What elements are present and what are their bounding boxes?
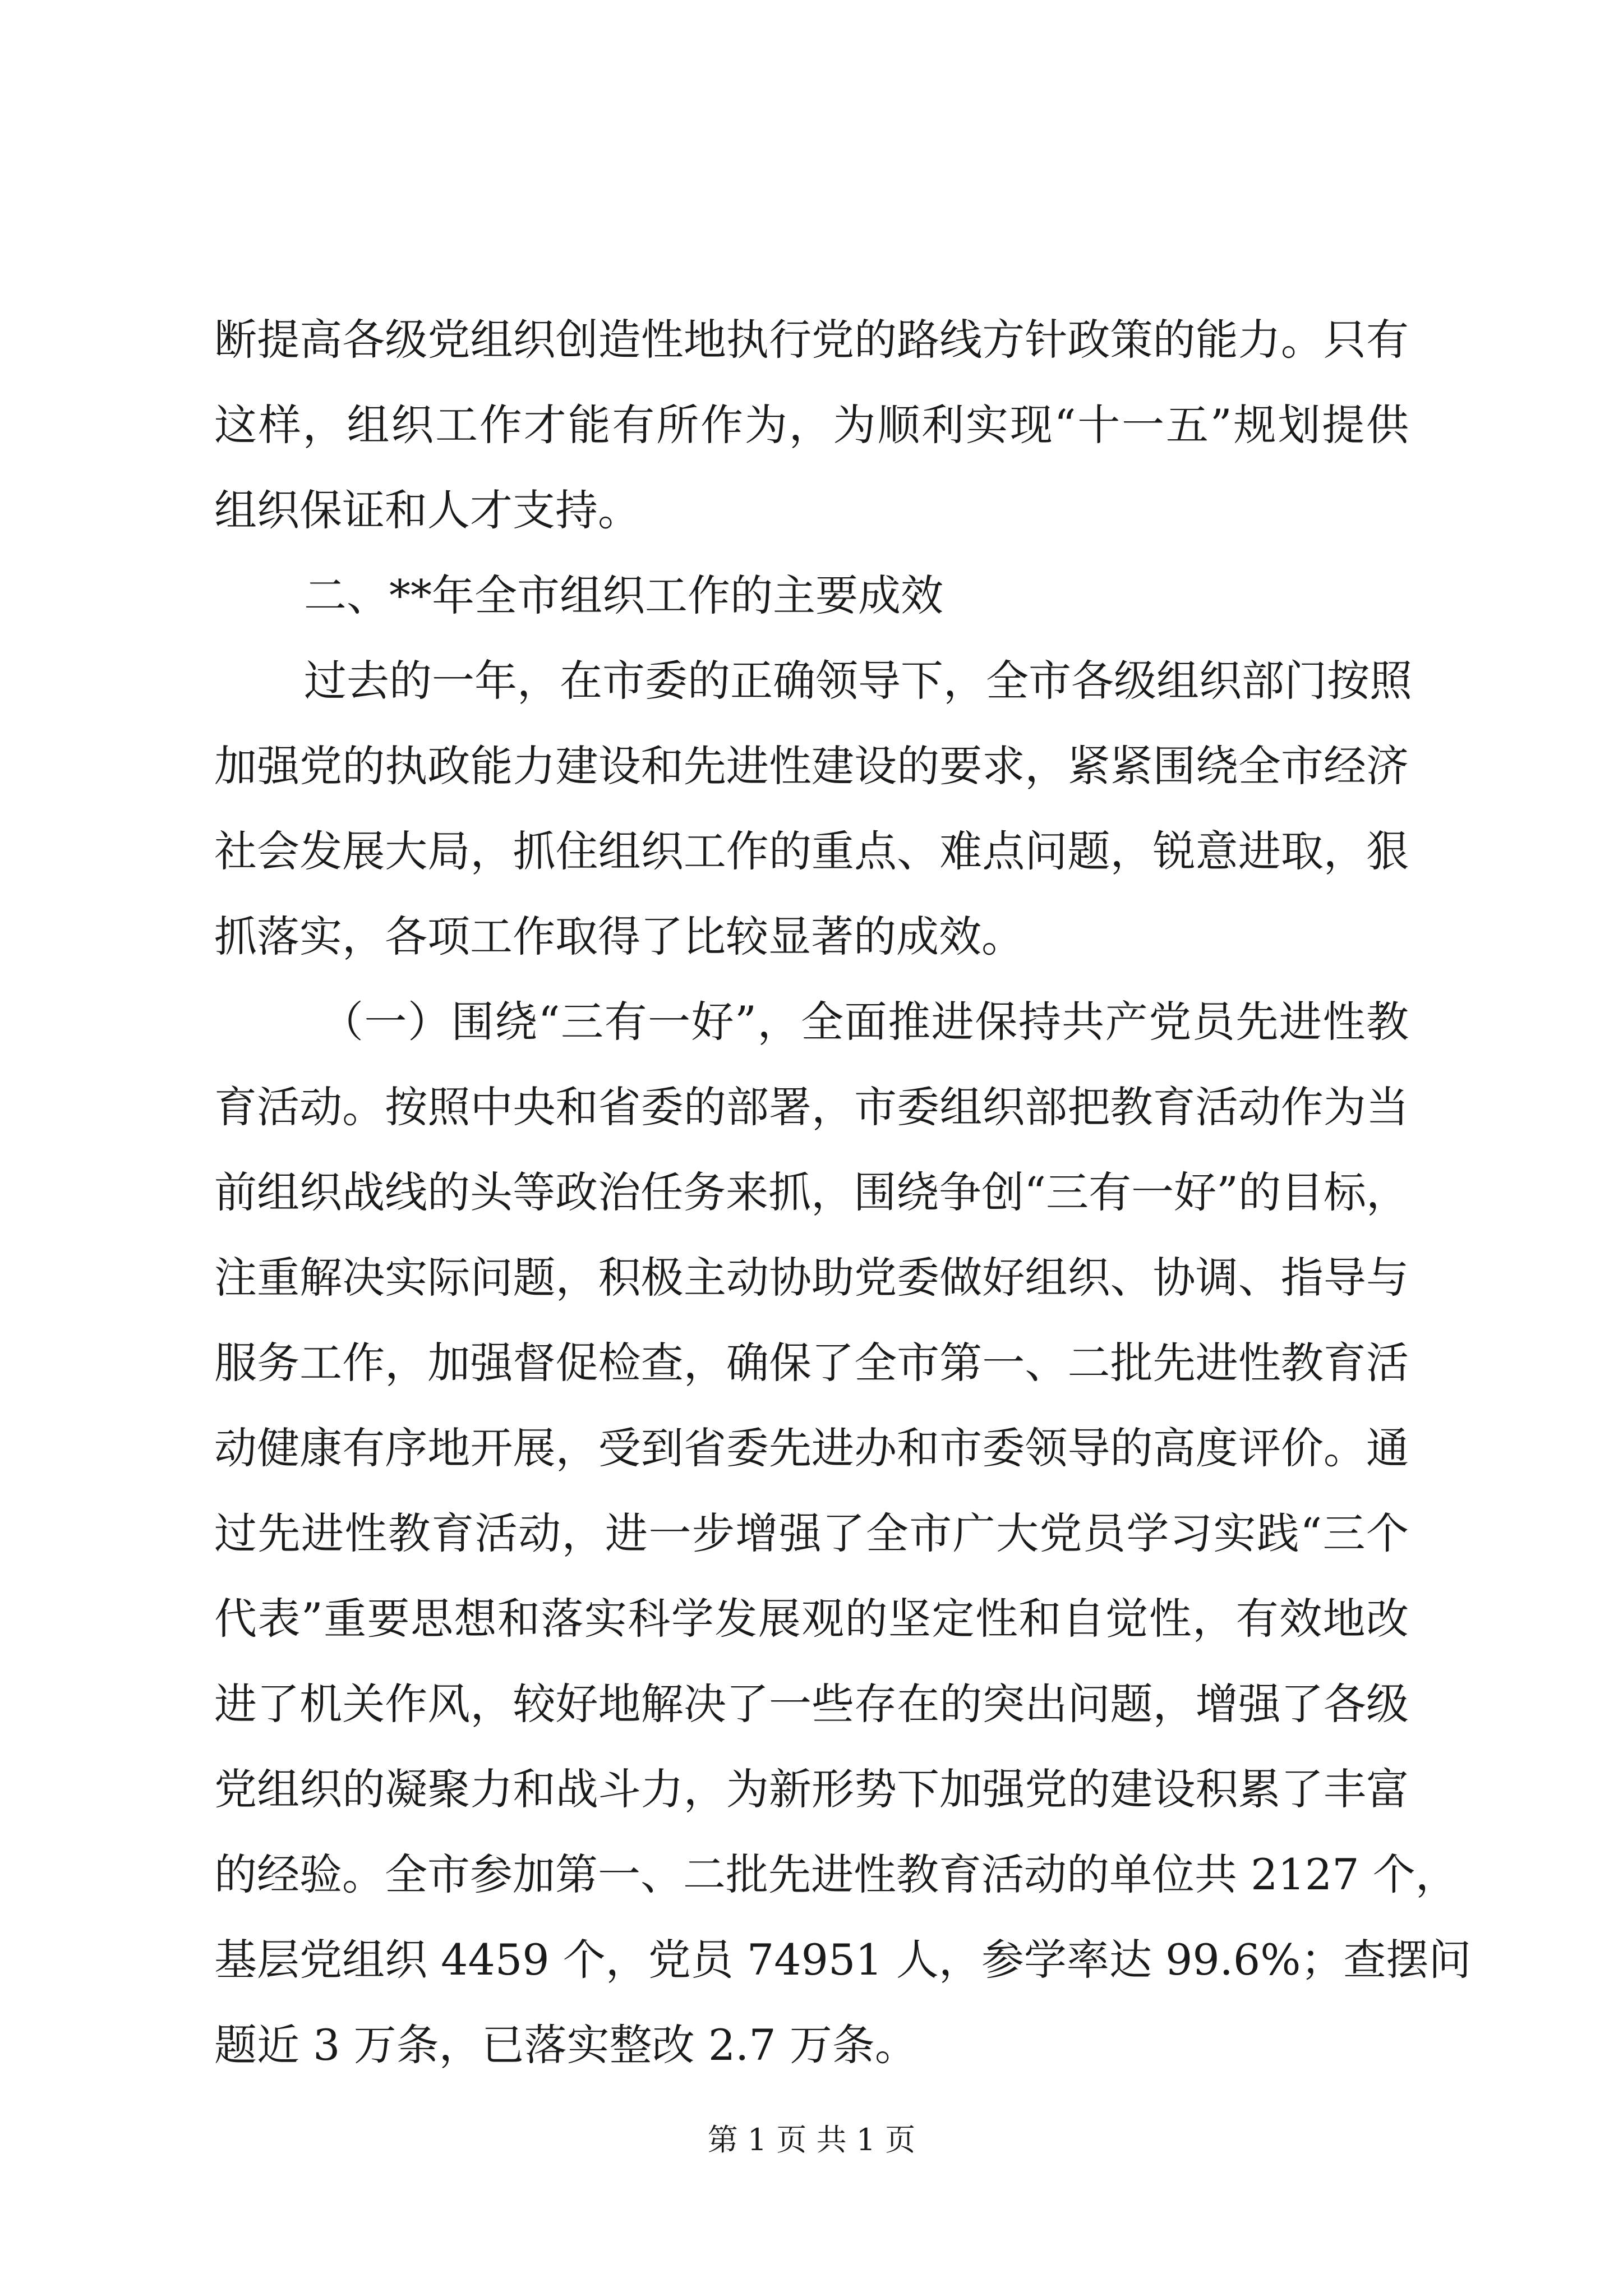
text-line: 进了机关作风，较好地解决了一些存在的突出问题，增强了各级 bbox=[214, 1679, 1409, 1729]
text-line: 这样，组织工作才能有所作为，为顺利实现“十一五”规划提供 bbox=[214, 400, 1409, 450]
section-heading bbox=[214, 553, 1409, 638]
text-line: 过去的一年，在市委的正确领导下，全市各级组织部门按照 bbox=[304, 656, 1412, 706]
text-line: 注重解决实际问题，积极主动协助党委做好组织、协调、指导与 bbox=[214, 1253, 1409, 1303]
paragraph-continued bbox=[214, 297, 1409, 553]
text-line: 题近 3 万条，已落实整改 2.7 万条。 bbox=[214, 2020, 917, 2070]
page-number-label: 第 1 页 共 1 页 bbox=[707, 2122, 916, 2157]
text-line: 基层党组织 4459 个，党员 74951 人，参学率达 99.6%；查摆问 bbox=[214, 1935, 1472, 1985]
text-line: 抓落实，各项工作取得了比较显著的成效。 bbox=[214, 912, 1024, 961]
paragraph-summary bbox=[214, 638, 1412, 979]
text-line: 代表”重要思想和落实科学发展观的坚定性和自觉性，有效地改 bbox=[214, 1594, 1409, 1644]
page-footer bbox=[0, 2120, 1623, 2160]
paragraph-education-activity bbox=[214, 979, 1472, 2088]
text-line: 过先进性教育活动，进一步增强了全市广大党员学习实践“三个 bbox=[214, 1508, 1409, 1558]
text-line: 育活动。按照中央和省委的部署，市委组织部把教育活动作为当 bbox=[214, 1082, 1409, 1132]
document-body bbox=[214, 297, 1472, 2088]
text-line: 的经验。全市参加第一、二批先进性教育活动的单位共 2127 个， bbox=[214, 1849, 1458, 1899]
text-line: 社会发展大局，抓住组织工作的重点、难点问题，锐意进取，狠 bbox=[214, 826, 1409, 876]
section-heading-text: 二、**年全市组织工作的主要成效 bbox=[304, 570, 943, 620]
text-line: 动健康有序地开展，受到省委先进办和市委领导的高度评价。通 bbox=[214, 1423, 1409, 1473]
text-line: 前组织战线的头等政治任务来抓，围绕争创“三有一好”的目标， bbox=[214, 1167, 1409, 1217]
text-line: 断提高各级党组织创造性地执行党的路线方针政策的能力。只有 bbox=[214, 315, 1409, 365]
text-line: 服务工作，加强督促检查，确保了全市第一、二批先进性教育活 bbox=[214, 1338, 1409, 1388]
text-line: （一）围绕“三有一好”，全面推进保持共产党员先进性教 bbox=[321, 997, 1409, 1047]
text-line: 党组织的凝聚力和战斗力，为新形势下加强党的建设积累了丰富 bbox=[214, 1764, 1409, 1814]
text-line: 组织保证和人才支持。 bbox=[214, 485, 640, 535]
text-line: 加强党的执政能力建设和先进性建设的要求，紧紧围绕全市经济 bbox=[214, 741, 1409, 791]
